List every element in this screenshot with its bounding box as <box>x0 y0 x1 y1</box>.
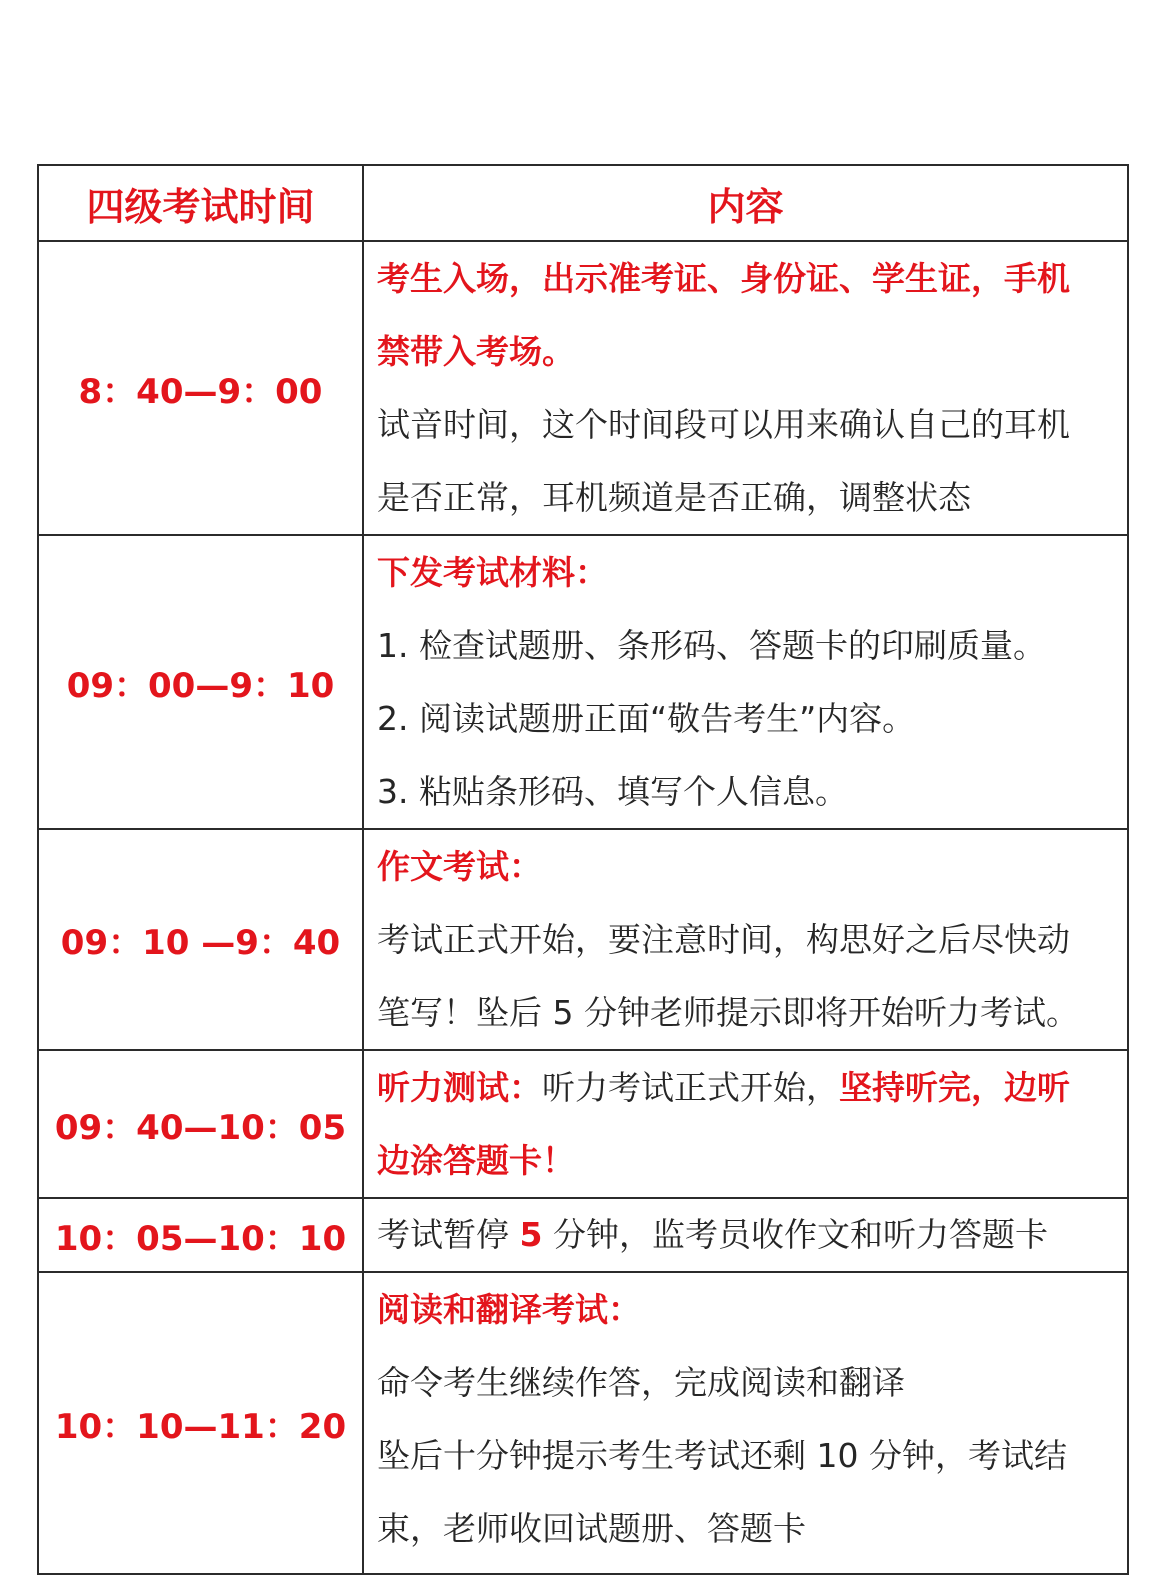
table-row <box>38 1050 1128 1198</box>
content-line: 阅读和翻译考试： <box>377 1290 641 1329</box>
row-content <box>363 241 1128 535</box>
content-line: 笔写！坠后 5 分钟老师提示即将开始听力考试。 <box>377 993 1079 1032</box>
content-segment: 5 <box>519 1215 543 1254</box>
content-line: 2. 阅读试题册正面“敬告考生”内容。 <box>377 699 916 738</box>
content-line: 坠后十分钟提示考生考试还剩 10 分钟，考试结 <box>377 1436 1067 1475</box>
content-line: 作文考试： <box>377 847 542 886</box>
content-segment: 坚持听完，边听 <box>839 1068 1070 1107</box>
content-line <box>377 1199 1117 1271</box>
content-line <box>377 1051 1117 1124</box>
content-segment: 分钟，监考员收作文和听力答题卡 <box>542 1215 1048 1254</box>
content-segment: 考试暂停 <box>377 1215 520 1254</box>
table-row <box>38 829 1128 1050</box>
table-row <box>38 1272 1128 1574</box>
row-content <box>363 1050 1128 1198</box>
row-content <box>363 1272 1128 1574</box>
row-content <box>363 1198 1128 1272</box>
row-time: 09：40—10：05 <box>38 1050 363 1198</box>
row-time: 8：40—9：00 <box>38 241 363 535</box>
content-line: 3. 粘贴条形码、填写个人信息。 <box>377 772 848 811</box>
content-segment: 听力考试正式开始， <box>542 1068 839 1107</box>
content-line: 试音时间，这个时间段可以用来确认自己的耳机 <box>377 405 1070 444</box>
header-time: 四级考试时间 <box>38 165 363 241</box>
table-row <box>38 1198 1128 1272</box>
row-time: 10：10—11：20 <box>38 1272 363 1574</box>
content-line: 考生入场，出示准考证、身份证、学生证，手机 <box>377 259 1070 298</box>
content-line: 束，老师收回试题册、答题卡 <box>377 1509 806 1548</box>
content-line: 禁带入考场。 <box>377 332 575 371</box>
row-time: 09：10 —9：40 <box>38 829 363 1050</box>
content-line: 是否正常，耳机频道是否正确，调整状态 <box>377 478 971 517</box>
table-header-row <box>38 165 1128 241</box>
row-time: 09：00—9：10 <box>38 535 363 829</box>
content-line: 命令考生继续作答，完成阅读和翻译 <box>377 1363 905 1402</box>
content-line: 考试正式开始，要注意时间，构思好之后尽快动 <box>377 920 1070 959</box>
table-row <box>38 535 1128 829</box>
content-line: 下发考试材料： <box>377 553 608 592</box>
content-line: 1. 检查试题册、条形码、答题卡的印刷质量。 <box>377 626 1046 665</box>
table-row <box>38 241 1128 535</box>
content-segment: 听力测试： <box>377 1068 542 1107</box>
row-content <box>363 535 1128 829</box>
exam-schedule-table <box>37 164 1129 1575</box>
row-time: 10：05—10：10 <box>38 1198 363 1272</box>
header-content: 内容 <box>363 165 1128 241</box>
content-line: 边涂答题卡！ <box>377 1141 575 1180</box>
row-content <box>363 829 1128 1050</box>
